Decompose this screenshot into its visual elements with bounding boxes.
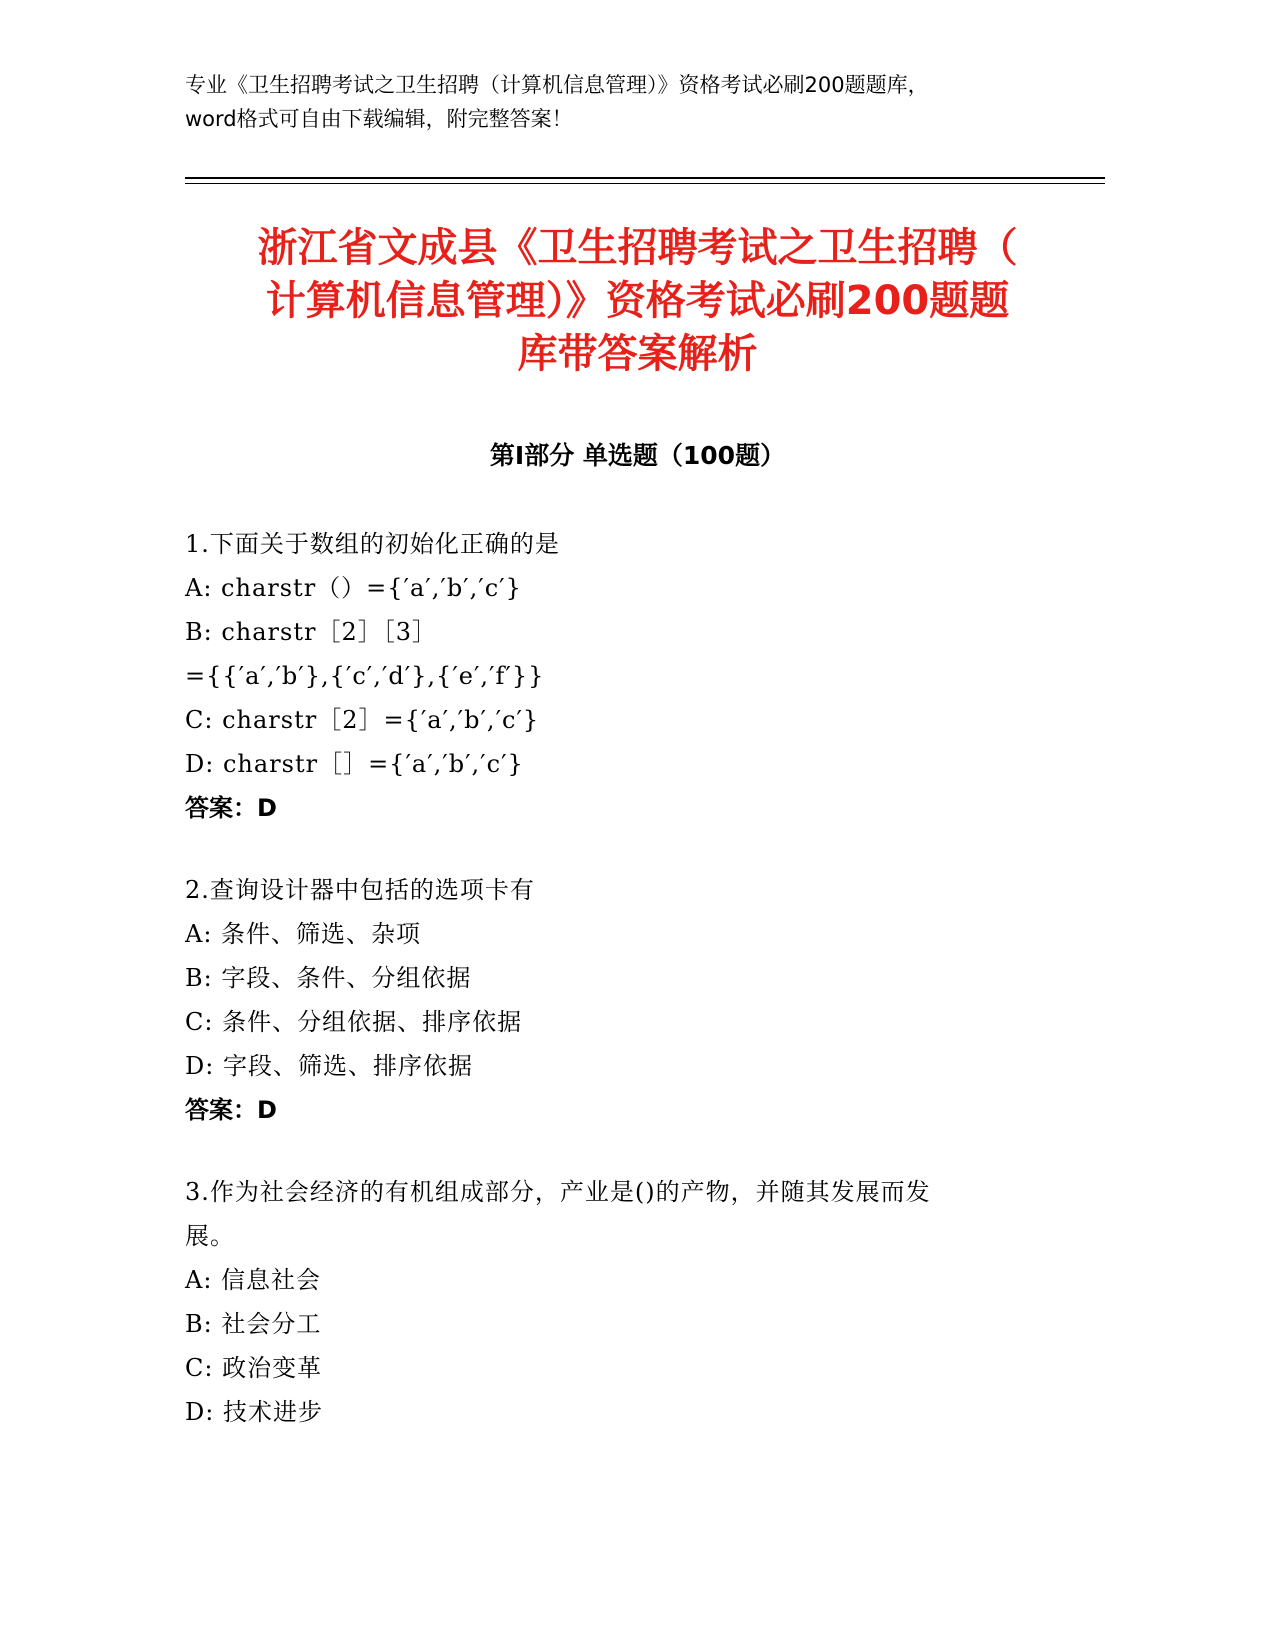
question-stem-line-2: 展。 bbox=[185, 1222, 235, 1250]
question-list bbox=[185, 522, 1065, 1472]
option-a: A: 条件、筛选、杂项 bbox=[185, 920, 422, 948]
question-stem: 2.查询设计器中包括的选项卡有 bbox=[185, 876, 535, 904]
question-stem: 1.下面关于数组的初始化正确的是 bbox=[185, 530, 560, 558]
option-b: B: 字段、条件、分组依据 bbox=[185, 964, 472, 992]
option-c: C: 条件、分组依据、排序依据 bbox=[185, 1008, 523, 1036]
header-divider-thin bbox=[185, 183, 1105, 184]
option-b-continued: ={{′a′,′b′},{′c′,′d′},{′e′,′f′}} bbox=[185, 662, 545, 690]
header-note bbox=[185, 68, 1105, 136]
question-stem-line-1: 3.作为社会经济的有机组成部分，产业是()的产物，并随其发展而发 bbox=[185, 1178, 931, 1206]
section-title: 第Ⅰ部分 单选题（100题） bbox=[489, 441, 786, 470]
option-d: D: 技术进步 bbox=[185, 1398, 323, 1426]
option-b: B: charstr［2］［3］ bbox=[185, 618, 438, 646]
option-b: B: 社会分工 bbox=[185, 1310, 322, 1338]
option-c: C: charstr［2］={′a′,′b′,′c′} bbox=[185, 706, 540, 734]
answer: 答案：D bbox=[185, 794, 277, 822]
header-note-line-2: word格式可自由下载编辑，附完整答案！ bbox=[185, 107, 573, 131]
document-title-line-2: 计算机信息管理）》资格考试必刷200题题 bbox=[265, 278, 1010, 324]
option-c: C: 政治变革 bbox=[185, 1354, 323, 1382]
option-d: D: 字段、筛选、排序依据 bbox=[185, 1052, 473, 1080]
question-2 bbox=[185, 868, 1065, 1132]
option-d: D: charstr［］={′a′,′b′,′c′} bbox=[185, 750, 524, 778]
document-title bbox=[185, 222, 1090, 381]
option-a: A: 信息社会 bbox=[185, 1266, 322, 1294]
header-note-line-1: 专业《卫生招聘考试之卫生招聘（计算机信息管理）》资格考试必刷200题题库， bbox=[185, 73, 929, 97]
question-1 bbox=[185, 522, 1065, 830]
header-divider-thick bbox=[185, 177, 1105, 179]
document-title-line-3: 库带答案解析 bbox=[517, 331, 758, 377]
document-title-line-1: 浙江省文成县《卫生招聘考试之卫生招聘（ bbox=[257, 225, 1018, 271]
option-a: A: charstr（）={′a′,′b′,′c′} bbox=[185, 574, 522, 602]
answer: 答案：D bbox=[185, 1096, 277, 1124]
question-3 bbox=[185, 1170, 1065, 1434]
